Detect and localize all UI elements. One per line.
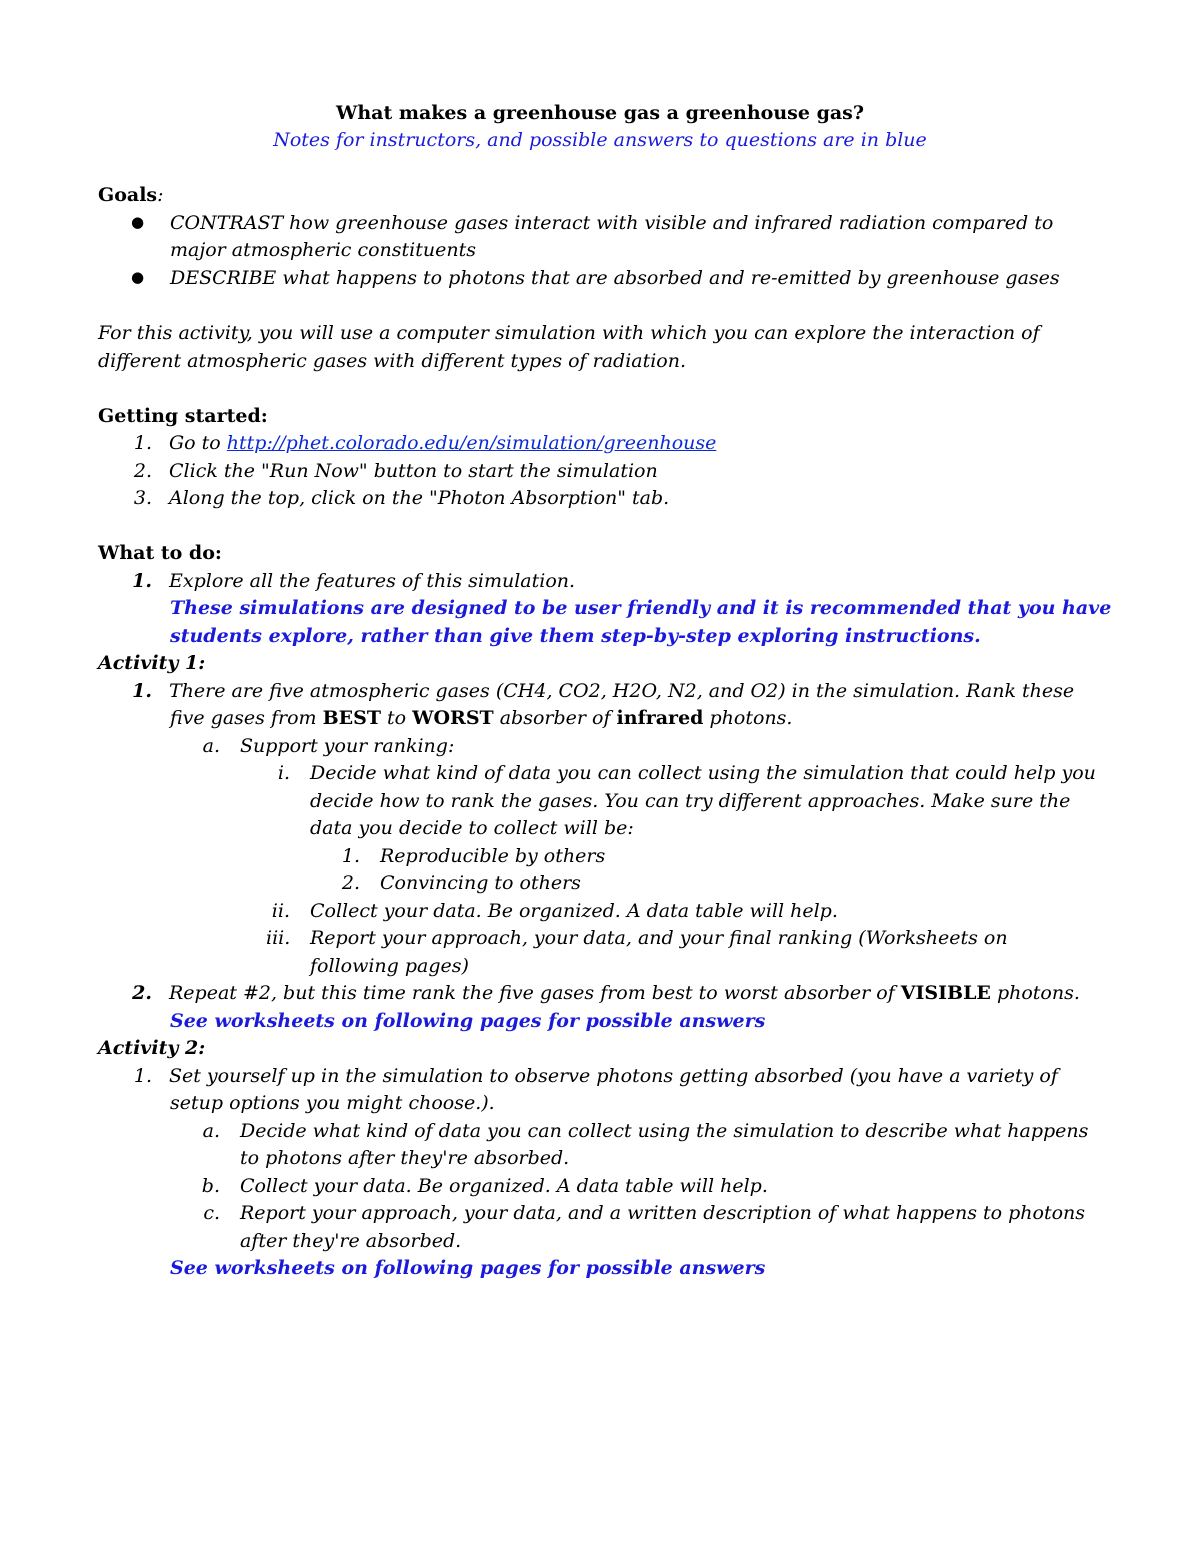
sub-item-label: b.	[201, 1175, 220, 1197]
roman-label: i.	[277, 762, 290, 784]
step-2-number: 2.	[133, 460, 152, 482]
goal-2: DESCRIBE what happens to photons that are absorbed and re-emitted by greenhouse gases	[170, 267, 1060, 289]
instructor-note-line-2: students explore, rather than give them step-by-step exploring instructions.	[170, 625, 981, 647]
roman-item-i-line-2: decide how to rank the gases. You can try different approaches. Make sure the	[310, 790, 1071, 812]
text-run: to	[380, 707, 413, 729]
text-run: absorber of	[493, 707, 617, 729]
criterion-text: Convincing to others	[380, 872, 581, 894]
sub-item-label: a.	[202, 735, 220, 757]
goals-heading	[98, 182, 164, 209]
step-3-number: 3.	[133, 487, 152, 509]
item-number: 1.	[132, 680, 152, 702]
roman-item-iii	[266, 925, 1008, 952]
worst-emphasis: WORST	[412, 707, 494, 729]
activity-2-item-1	[128, 1063, 1058, 1090]
criterion-2	[336, 870, 581, 897]
activity-2-item-1-line-2: setup options you might choose.).	[170, 1092, 495, 1114]
activity-1-item-1-line-2	[170, 705, 792, 732]
activity-2-sub-item-b	[196, 1173, 768, 1200]
visible-emphasis: VISIBLE	[900, 982, 991, 1004]
goal-1-line-2: major atmospheric constituents	[170, 239, 476, 261]
instructor-note-subtitle: Notes for instructors, and possible answers to questions are in blue	[273, 129, 927, 151]
text-run: photons.	[990, 982, 1080, 1004]
best-emphasis: BEST	[322, 707, 381, 729]
roman-text: Decide what kind of data you can collect using the simulation that could help you	[310, 762, 1096, 784]
roman-item-iii-line-2: following pages)	[310, 955, 469, 977]
bullet-icon: ●	[131, 213, 145, 231]
activity-1-heading: Activity 1:	[98, 652, 206, 674]
step-3-text: Along the top, click on the "Photon Absorption" tab.	[169, 487, 670, 509]
what-to-do-item-1	[128, 568, 575, 595]
text-run: five gases from	[170, 707, 323, 729]
sub-item-a	[196, 733, 454, 760]
intro-line-2: different atmospheric gases with different types of radiation.	[98, 350, 687, 372]
sub-item-label: a.	[202, 1120, 220, 1142]
criterion-1	[336, 843, 605, 870]
item-text: Explore all the features of this simulation.	[169, 570, 576, 592]
sub-item-text: Support your ranking:	[240, 735, 455, 757]
activity-2-sub-item-c	[196, 1200, 1085, 1227]
roman-label: ii.	[271, 900, 290, 922]
what-to-do-heading: What to do:	[98, 542, 222, 564]
criterion-number: 2.	[341, 872, 360, 894]
activity-1-item-1-line-1	[128, 678, 1074, 705]
page-title: What makes a greenhouse gas a greenhouse gas?	[336, 102, 864, 124]
item-text: Set yourself up in the simulation to observe photons getting absorbed (you have a variety of	[169, 1065, 1058, 1087]
item-number: 1.	[133, 1065, 152, 1087]
sub-item-label: c.	[203, 1202, 220, 1224]
activity-2-sub-item-a-line-2: to photons after they're absorbed.	[240, 1147, 570, 1169]
intro-line-1: For this activity, you will use a computer simulation with which you can explore the interaction of	[98, 322, 1040, 344]
activity-2-sub-item-a	[196, 1118, 1088, 1145]
getting-started-heading: Getting started:	[98, 405, 268, 427]
step-1	[128, 430, 716, 457]
sub-item-text: Decide what kind of data you can collect using the simulation to describe what happens	[240, 1120, 1089, 1142]
sub-item-text: Collect your data. Be organized. A data table will help.	[240, 1175, 768, 1197]
instructor-note-line-1: These simulations are designed to be user friendly and it is recommended that you have	[170, 597, 1112, 619]
roman-item-ii	[266, 898, 838, 925]
activity-1-instructor-note: See worksheets on following pages for possible answers	[170, 1010, 766, 1032]
step-2-text: Click the "Run Now" button to start the simulation	[169, 460, 658, 482]
item-number: 2.	[132, 982, 152, 1004]
step-1-text: Go to	[169, 432, 227, 454]
bullet-icon: ●	[131, 268, 145, 286]
activity-2-instructor-note: See worksheets on following pages for possible answers	[170, 1257, 766, 1279]
text-run: photons.	[703, 707, 793, 729]
roman-text: Report your approach, your data, and your final ranking (Worksheets on	[310, 927, 1008, 949]
activity-1-item-2	[128, 980, 1080, 1007]
step-1-number: 1.	[133, 432, 152, 454]
goals-heading-colon: :	[157, 184, 164, 206]
text-run: Repeat #2, but this time rank the five gases from best to worst absorber of	[169, 982, 901, 1004]
roman-label: iii.	[266, 927, 291, 949]
roman-item-i-line-3: data you decide to collect will be:	[310, 817, 634, 839]
roman-item-i	[266, 760, 1096, 787]
sub-item-text: Report your approach, your data, and a written description of what happens to photons	[240, 1202, 1086, 1224]
infrared-emphasis: infrared	[616, 707, 704, 729]
step-3	[128, 485, 669, 512]
criterion-text: Reproducible by others	[380, 845, 606, 867]
roman-text: Collect your data. Be organized. A data table will help.	[310, 900, 838, 922]
goal-1-line-1: CONTRAST how greenhouse gases interact with visible and infrared radiation compared to	[170, 212, 1054, 234]
step-2	[128, 458, 658, 485]
activity-2-heading: Activity 2:	[98, 1037, 206, 1059]
goals-heading-label: Goals	[98, 184, 158, 206]
criterion-number: 1.	[341, 845, 360, 867]
item-text: There are five atmospheric gases (CH4, CO2, H2O, N2, and O2) in the simulation. Rank these	[169, 680, 1075, 702]
simulation-link[interactable]: http://phet.colorado.edu/en/simulation/greenhouse	[226, 432, 717, 454]
item-number: 1.	[132, 570, 152, 592]
activity-2-sub-item-c-line-2: after they're absorbed.	[240, 1230, 462, 1252]
